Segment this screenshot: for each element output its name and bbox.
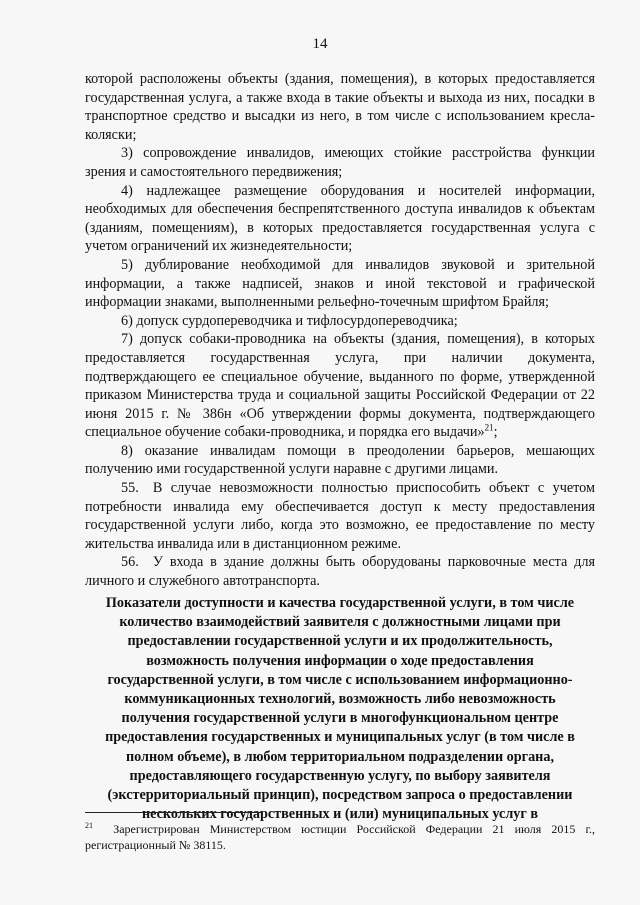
footnote-divider bbox=[85, 812, 263, 813]
paragraph-p2: 4) надлежащее размещение оборудования и носителей информации, необходимых для обеспечения беспрепятственного доступа инвалидов к объектам (зданиям, помещениям), в которых предоставляется государственная услуга с учетом ограничений их жизнедеятельности; bbox=[85, 182, 595, 255]
page-number: 14 bbox=[312, 36, 328, 52]
heading-line: полном объеме), в любом территориальном подразделении органа, bbox=[125, 748, 555, 765]
heading-line: возможность получения информации о ходе предоставления bbox=[146, 652, 534, 669]
paragraph-p0: которой расположены объекты (здания, помещения), в которых предоставляется государственная услуга, а также входа в такие объекты и выхода из них, посадки в транспортное средство и высадки из него, в том числе с использованием кресла-коляски; bbox=[85, 71, 595, 143]
paragraph-p5-text: 7) допуск собаки-проводника на объекты (здания, помещения), в которых предоставляется государственная услуга, при наличии документа, подтверждающего ее специальное обучение, выданного по форме, утвержденной приказом Министерства труда и социальной защиты Российской Федерации от 22 июня 2015 г. № 386н «Об утверждении формы документа, подтверждающего специальное обучение собаки-проводника, и порядка его выдачи» bbox=[85, 331, 595, 441]
paragraph-p1: 3) сопровождение инвалидов, имеющих стойкие расстройства функции зрения и самостоятельного передвижения; bbox=[85, 145, 595, 180]
paragraph-p6: 8) оказание инвалидам помощи в преодолении барьеров, мешающих получению ими государственной услуги наравне с другими лицами. bbox=[85, 442, 595, 478]
section-heading bbox=[85, 594, 595, 824]
heading-line: нескольких государственных и (или) муниципальных услуг в bbox=[141, 806, 539, 823]
heading-line: предоставляющего государственную услугу, по выбору заявителя bbox=[129, 767, 551, 784]
paragraph-p5-tail: ; bbox=[493, 424, 498, 441]
footnote-reference: 21 bbox=[484, 422, 494, 433]
heading-line: получения государственной услуги в многофункциональном центре bbox=[121, 710, 559, 727]
heading-line: Показатели доступности и качества государственной услуги, в том числе bbox=[105, 595, 575, 611]
heading-line: предоставлении государственной услуги и их продолжительность, bbox=[127, 633, 553, 650]
paragraph-p5 bbox=[85, 330, 595, 442]
paragraph-p8: 56. У входа в здание должны быть оборудованы парковочные места для личного и служебного автотранспорта. bbox=[85, 554, 595, 590]
paragraph-p7: 55. В случае невозможности полностью приспособить объект с учетом потребности инвалида ему обеспечивается доступ к месту предоставления государственной услуги либо, когда это возможно, ее предоставление по месту жительства инвалида или в дистанционном режиме. bbox=[85, 480, 595, 552]
heading-line: (экстерриториальный принцип), посредством запроса о предоставлении bbox=[107, 787, 573, 804]
heading-line: коммуникационных технологий, возможность либо невозможность bbox=[124, 691, 556, 708]
footnote bbox=[85, 818, 595, 853]
footnote-number: 21 bbox=[85, 821, 93, 830]
footnote-text: Зарегистрирован Министерством юстиции Российской Федерации 21 июля 2015 г., регистрационный № 38115. bbox=[85, 822, 596, 852]
paragraph-p3: 5) дублирование необходимой для инвалидов звуковой и зрительной информации, а также надписей, знаков и иной текстовой и графической информации знаками, выполненными рельефно-точечным шрифтом Брайля; bbox=[85, 256, 595, 311]
body-text bbox=[85, 70, 595, 591]
heading-line: государственной услуги, в том числе с использованием информационно- bbox=[107, 671, 573, 688]
heading-line: предоставления государственных и муниципальных услуг (в том числе в bbox=[105, 729, 575, 746]
heading-line: количество взаимодействий заявителя с должностными лицами при bbox=[119, 614, 561, 631]
paragraph-p4: 6) допуск сурдопереводчика и тифлосурдопереводчика; bbox=[121, 312, 458, 329]
